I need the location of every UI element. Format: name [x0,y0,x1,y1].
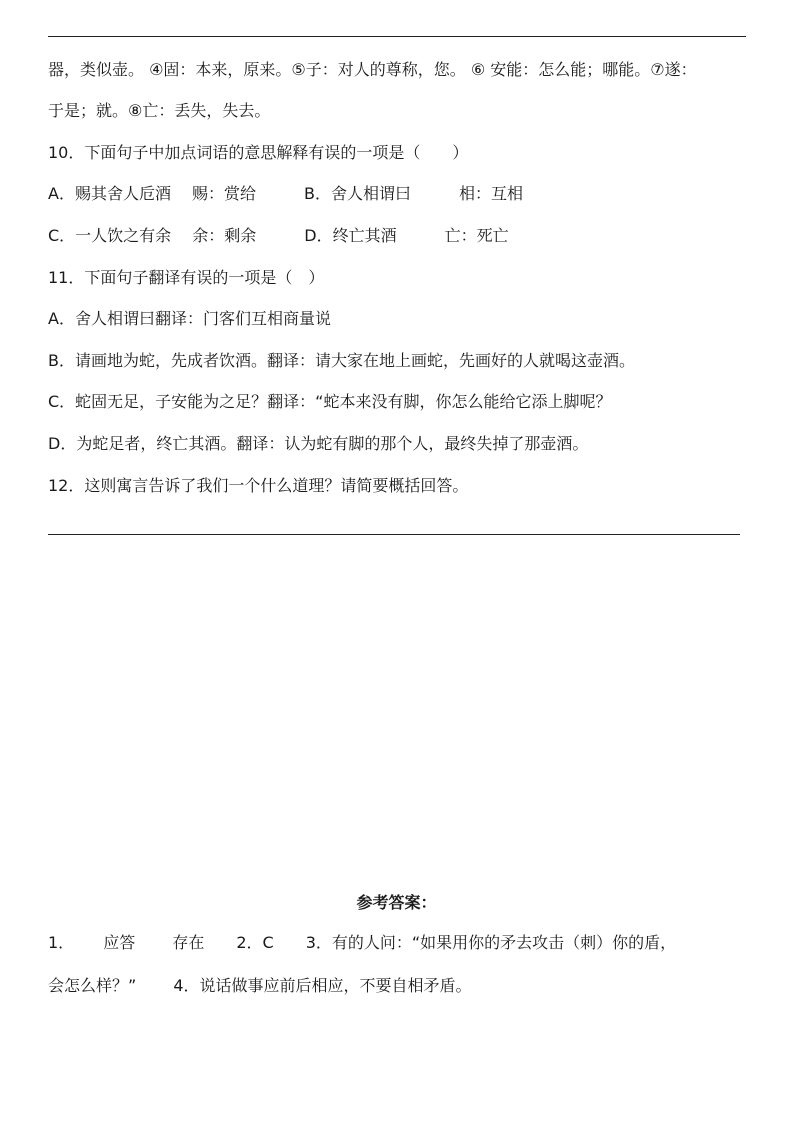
top-divider [48,36,746,37]
question-11-option-c: C．蛇固无足，子安能为之足？翻译：“蛇本来没有脚，你怎么能给它添上脚呢？ [48,392,612,411]
question-10-stem: 10．下面句子中加点词语的意思解释有误的一项是（ ） [48,143,469,162]
question-10-options-cd: C．一人饮之有余 余：剩余 D．终亡其酒 亡：死亡 [48,226,509,245]
question-12-stem: 12．这则寓言告诉了我们一个什么道理？请简要概括回答。 [48,476,469,495]
question-10-options-ab: A．赐其舍人卮酒 赐：赏给 B．舍人相谓曰 相：互相 [48,184,524,203]
answers-line-2: 会怎么样？” 4．说话做事应前后相应，不要自相矛盾。 [48,976,472,995]
question-11-stem: 11．下面句子翻译有误的一项是（ ） [48,268,325,287]
notes-line-2: 于是；就。⑧亡：丢失，失去。 [48,101,271,120]
answers-line-1: 1． 应答 存在 2．C 3．有的人问：“如果用你的矛去攻击（刺）你的盾， [48,933,677,952]
notes-line-1: 器，类似壶。 ④固：本来，原来。⑤子：对人的尊称，您。 ⑥ 安能：怎么能；哪能。⑦遂： [48,60,697,79]
question-11-option-d: D．为蛇足者，终亡其酒。翻译：认为蛇有脚的那个人，最终失掉了那壶酒。 [48,434,589,453]
answers-heading: 参考答案： [356,893,437,912]
question-11-option-a: A．舍人相谓曰翻译：门客们互相商量说 [48,309,331,328]
answer-blank-line [48,534,740,535]
question-11-option-b: B．请画地为蛇，先成者饮酒。翻译：请大家在地上画蛇，先画好的人就喝这壶酒。 [48,351,635,370]
